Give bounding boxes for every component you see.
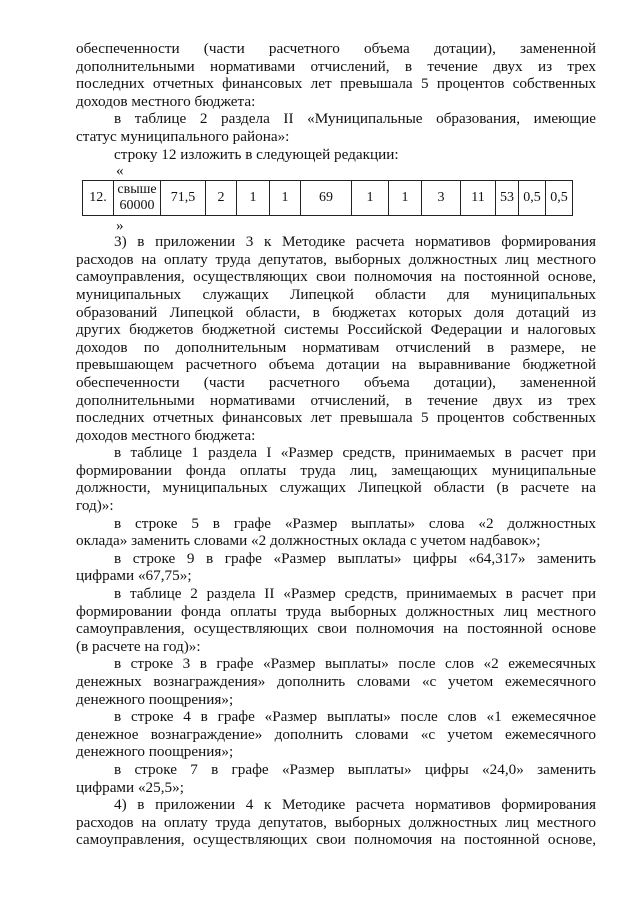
text-line: самоуправления, осуществляющих свои полномочия на постоянной основе,	[76, 831, 596, 849]
document-page	[76, 40, 596, 849]
text-line: в строке 5 в графе «Размер выплаты» слова «2 должностных	[114, 514, 596, 532]
text-line: расходов на оплату труда депутатов, выборных должностных лиц местного	[76, 250, 596, 268]
text-line: должности, муниципальных служащих Липецкой области (в расчете на	[76, 479, 596, 497]
text-line: статус муниципального района»:	[76, 127, 290, 145]
text-line: 4) в приложении 4 к Методике расчета нормативов формирования	[114, 796, 596, 814]
table-cell: 1	[389, 181, 422, 216]
text-line: 3) в приложении 3 к Методике расчета нормативов формирования	[114, 233, 596, 251]
table-cell: 1	[352, 181, 389, 216]
text-line: формировании фонда оплаты труда лиц, замещающих муниципальные	[76, 461, 596, 479]
table-cell: 0,5	[519, 181, 546, 216]
table-cell: 0,5	[546, 181, 573, 216]
table-cell: 69	[301, 181, 352, 216]
text-line: доходов местного бюджета:	[76, 92, 256, 110]
close-quote: »	[116, 217, 124, 235]
text-line: год)»:	[76, 497, 114, 515]
table-cell: 1	[237, 181, 270, 216]
table-cell: 1	[270, 181, 301, 216]
text-line: денежного поощрения»;	[76, 743, 234, 761]
text-line: доходов по дополнительным нормативам отчислений в размере, не	[76, 338, 596, 356]
open-quote: «	[116, 162, 124, 180]
table-cell: 53	[496, 181, 519, 216]
text-line: дополнительными нормативами отчислений, в течение двух из трех	[76, 391, 596, 409]
text-line: муниципальных служащих Липецкой области для муниципальных	[76, 285, 596, 303]
table-cell: 71,5	[161, 181, 206, 216]
table-cell: 2	[206, 181, 237, 216]
text-line: оклада» заменить словами «2 должностных оклада с учетом надбавок»;	[76, 532, 541, 550]
text-line: образований Липецкой области, в бюджетах которых доля дотаций из	[76, 303, 596, 321]
text-line: денежное вознаграждение» дополнить словами «с учетом ежемесячного	[76, 725, 596, 743]
table-cell: свыше 60000	[114, 181, 161, 216]
text-line: в таблице 1 раздела I «Размер средств, принимаемых в расчет при	[114, 444, 596, 462]
text-line: дополнительными нормативами отчислений, в течение двух из трех	[76, 57, 596, 75]
text-line: в таблице 2 раздела II «Размер средств, принимаемых в расчет при	[114, 585, 596, 603]
table-row	[83, 181, 573, 216]
table-cell: 12.	[83, 181, 114, 216]
text-line: цифрами «25,5»;	[76, 778, 184, 796]
table-cell: 3	[422, 181, 461, 216]
text-line: в строке 9 в графе «Размер выплаты» цифры «64,317» заменить	[114, 549, 596, 567]
text-line: цифрами «67,75»;	[76, 567, 192, 585]
text-line: обеспеченности (части расчетного объема дотации), замененной	[76, 373, 596, 391]
text-line: превышающем расчетного объема дотации на выравнивание бюджетной	[76, 356, 596, 374]
text-line: самоуправления, осуществляющих свои полномочия на постоянной основе,	[76, 268, 596, 286]
text-line: в строке 4 в графе «Размер выплаты» после слов «1 ежемесячное	[114, 708, 596, 726]
text-line: расходов на оплату труда депутатов, выборных должностных лиц местного	[76, 813, 596, 831]
text-line: последних отчетных финансовых лет превышала 5 процентов собственных	[76, 409, 596, 427]
text-line: денежных вознаграждения» дополнить словами «с учетом ежемесячного	[76, 673, 596, 690]
text-block-bottom	[76, 233, 596, 849]
text-line: обеспеченности (части расчетного объема дотации), замененной	[76, 40, 596, 57]
text-line: последних отчетных финансовых лет превышала 5 процентов собственных	[76, 75, 596, 93]
text-line: формировании фонда оплаты труда выборных должностных лиц местного	[76, 602, 596, 620]
text-line: в таблице 2 раздела II «Муниципальные образования, имеющие	[114, 110, 596, 128]
text-line: самоуправления, осуществляющих свои полномочия на постоянной основе	[76, 620, 596, 638]
text-line: в строке 7 в графе «Размер выплаты» цифры «24,0» заменить	[114, 760, 596, 778]
text-line: денежного поощрения»;	[76, 690, 234, 708]
text-line: доходов местного бюджета:	[76, 426, 256, 444]
text-block-top	[76, 40, 596, 163]
table-cell: 11	[461, 181, 496, 216]
row-12-table	[82, 180, 573, 216]
text-line: (в расчете на год)»:	[76, 637, 201, 655]
text-line: строку 12 изложить в следующей редакции:	[114, 145, 399, 163]
text-line: в строке 3 в графе «Размер выплаты» после слов «2 ежемесячных	[114, 655, 596, 673]
text-line: других бюджетов бюджетной системы Российской Федерации и налоговых	[76, 321, 596, 339]
